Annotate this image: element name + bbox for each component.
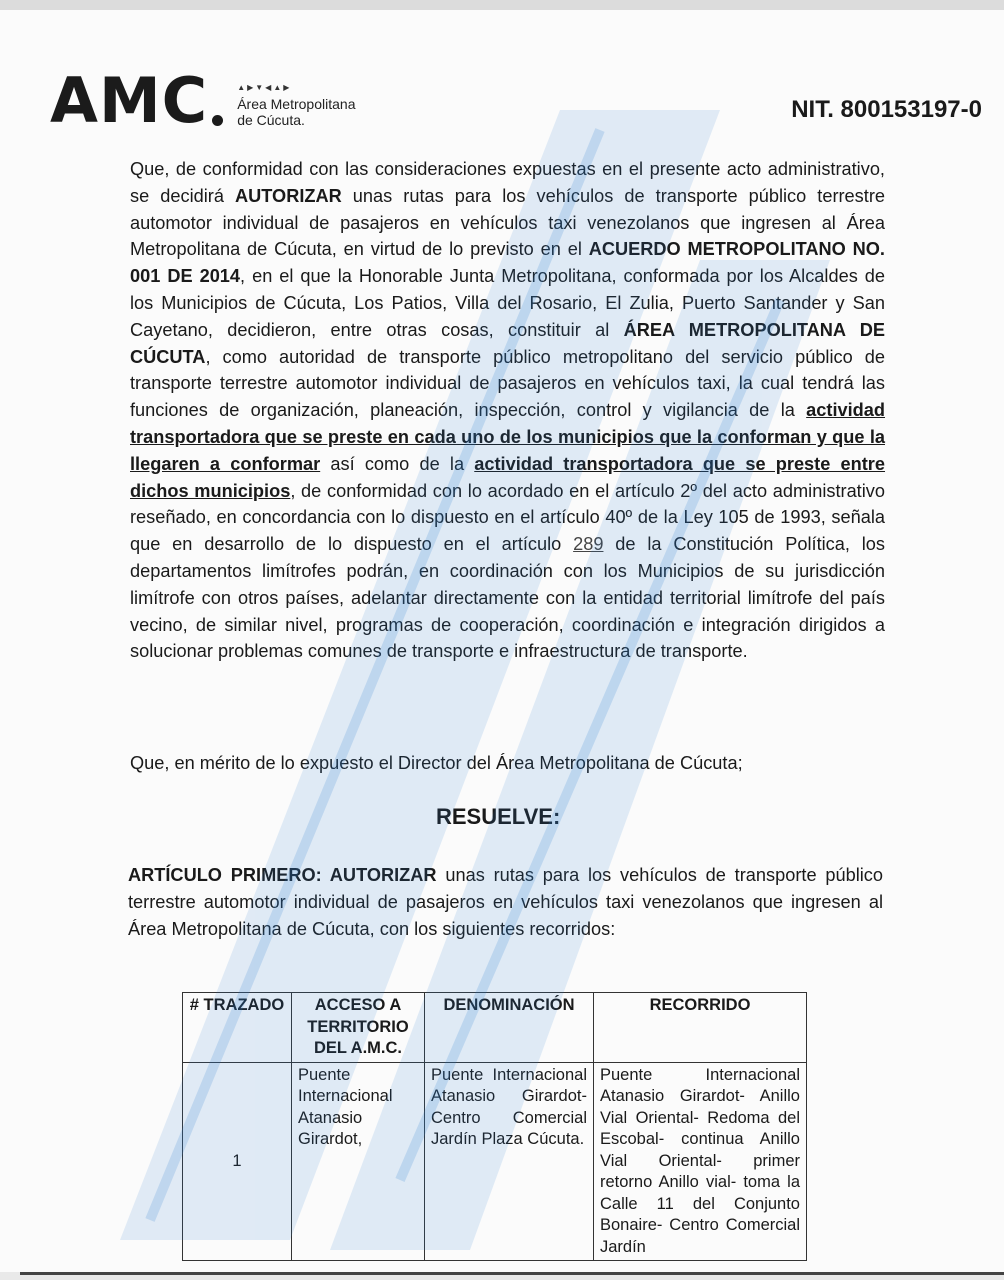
article-289-link[interactable]: 289	[573, 534, 604, 555]
p1-bold-acuerdo: ACUERDO METROPOLITANO NO. 001 DE 2014	[130, 239, 885, 287]
cell-trazado: 1	[183, 1062, 292, 1261]
cell-acceso: Puente Internacional Atanasio Girardot,	[292, 1062, 425, 1261]
p1-text: , en el que la Honorable Junta Metropolitana, conformada por los Alcaldes de los Municipios de Cúcuta, Los Patios, Villa del Rosario, El Zulia, Puerto Santander y San Cayetano, decidieron, entre otras cosas, constituir al	[130, 266, 885, 340]
logo-mark: AMC	[50, 64, 209, 137]
logo-line-1: Área Metropolitana	[237, 96, 356, 112]
routes-table	[182, 992, 807, 1261]
p1-text: de la Constitución Política, los departamentos limítrofes podrán, en coordinación con los Municipios de su jurisdicción limítrofe con otros países, adelantar directamente con la entidad territorial limítrofe del país vecino, de similar nivel, programas de cooperación, coordinación e integración dirigidos a solucionar problemas comunes de transporte e infraestructura de transporte.	[130, 534, 885, 662]
table-row	[183, 1062, 807, 1261]
p1-underlined-activity: actividad transportadora que se preste en cada uno de los municipios que la conforman y que la llegaren a conformar	[130, 400, 885, 474]
logo-text	[237, 83, 355, 128]
nit-number: NIT. 800153197-0	[791, 96, 982, 123]
p1-bold-area: ÁREA METROPOLITANA DE CÚCUTA	[130, 319, 885, 367]
table-header-row	[183, 993, 807, 1063]
paragraph-merit: Que, en mérito de lo expuesto el Director del Área Metropolitana de Cúcuta;	[130, 753, 743, 773]
article-first-text: unas rutas para los vehículos de transporte público terrestre automotor individual de pasajeros en vehículos taxi venezolanos que ingresen al Área Metropolitana de Cúcuta, con los siguientes recorridos:	[128, 865, 883, 939]
resuelve-heading: RESUELVE:	[436, 804, 561, 829]
p1-text: , como autoridad de transporte público metropolitano del servicio público de transporte terrestre automotor individual de pasajeros en vehículos taxi, la cual tendrá las funciones de organización, planeación, inspección, control y vigilancia de la	[130, 346, 885, 421]
top-edge	[0, 0, 1004, 10]
logo-arrows-icon: ▲▶▼◀▲▶	[237, 83, 292, 92]
p1-underlined-activity-between: actividad transportadora que se preste entre dichos municipios	[130, 453, 886, 501]
article-first-title: ARTÍCULO PRIMERO: AUTORIZAR	[128, 865, 437, 885]
p1-text: unas rutas para los vehículos de transporte público terrestre automotor individual de pasajeros en vehículos taxi venezolanos que ingresen al Área Metropolitana de Cúcuta, en virtud de lo previsto en el	[130, 185, 885, 260]
article-first	[128, 862, 883, 942]
p1-text: así como de la	[320, 453, 475, 474]
header-acceso: ACCESO A TERRITORIO DEL A.M.C.	[292, 993, 425, 1063]
paragraph-considerations	[130, 156, 885, 665]
header-recorrido: RECORRIDO	[594, 993, 807, 1063]
cell-recorrido: Puente Internacional Atanasio Girardot- Anillo Vial Oriental- Redoma del Escobal- continua Anillo Vial Oriental- primer retorno Anillo vial- toma la Calle 11 del Conjunto Bonaire- Centro Comercial Jardín	[594, 1062, 807, 1261]
logo-dot	[212, 115, 223, 126]
logo-line-2: de Cúcuta.	[237, 112, 305, 128]
bottom-edge	[20, 1272, 1004, 1275]
header-trazado: # TRAZADO	[183, 993, 292, 1063]
amc-logo	[50, 62, 356, 137]
p1-bold-autorizar: AUTORIZAR	[235, 185, 342, 206]
cell-denominacion: Puente Internacional Atanasio Girardot- Centro Comercial Jardín Plaza Cúcuta.	[425, 1062, 594, 1261]
p1-text: , de conformidad con lo acordado en el artículo 2º del acto administrativo reseñado, en concordancia con lo dispuesto en el artículo 40º de la Ley 105 de 1993, señala que en desarrollo de lo dispuesto en el artículo	[130, 480, 885, 555]
p1-text: Que, de conformidad con las consideraciones expuestas en el presente acto administrativo, se decidirá	[130, 159, 885, 206]
header-denominacion: DENOMINACIÓN	[425, 993, 594, 1063]
